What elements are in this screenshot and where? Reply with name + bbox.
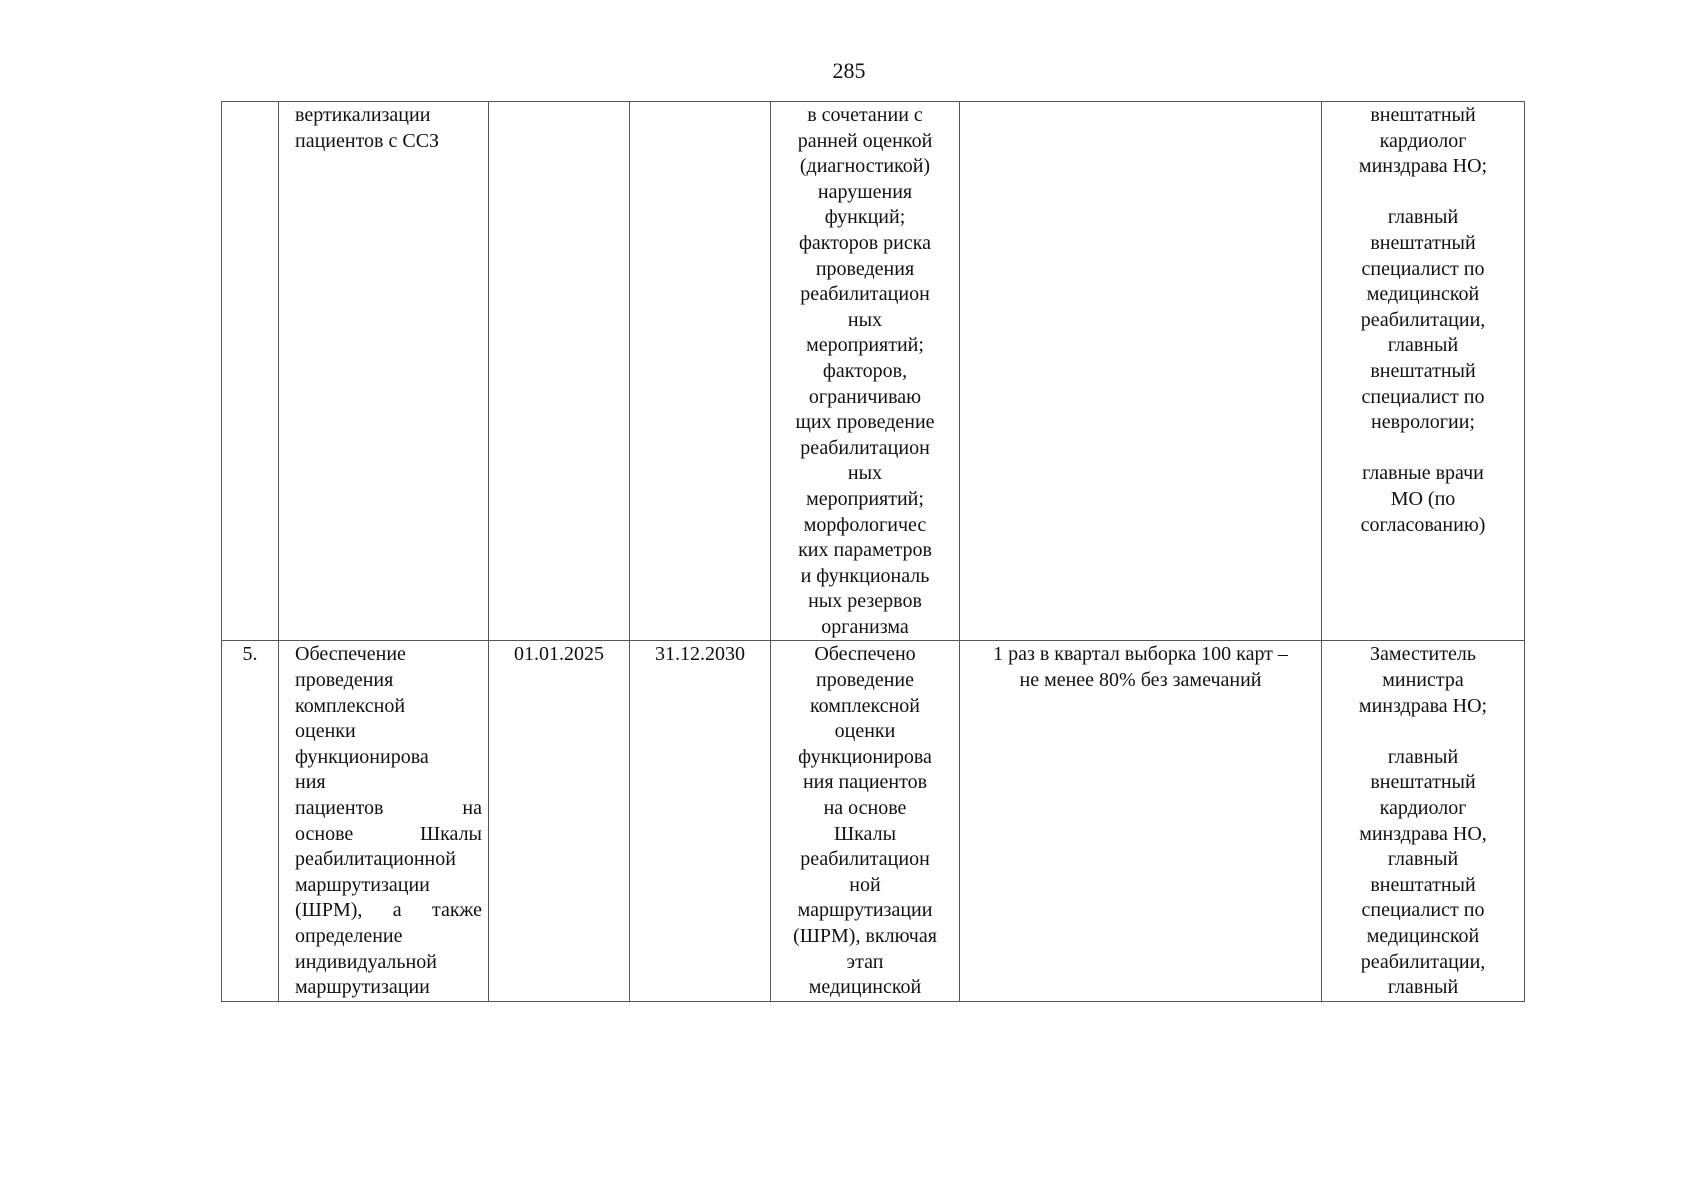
cell-result bbox=[771, 102, 960, 641]
text-line: специалист по bbox=[1361, 899, 1485, 922]
text-line: ных bbox=[847, 462, 883, 485]
text-line: неврологии; bbox=[1371, 411, 1475, 434]
cell-number bbox=[222, 102, 279, 641]
table-row bbox=[222, 641, 1525, 1001]
text-line: Обеспечено bbox=[814, 643, 916, 666]
cell-indicator bbox=[960, 641, 1322, 1001]
text-line: минздрава НО; bbox=[1358, 155, 1488, 178]
text-line: комплексной bbox=[295, 694, 406, 717]
text-line: ограничиваю bbox=[808, 385, 922, 408]
text-line: оценки bbox=[834, 720, 896, 743]
text-line: реабилитационной bbox=[295, 848, 456, 871]
text-line: проведения bbox=[815, 257, 915, 280]
text-line: специалист по bbox=[1361, 257, 1485, 280]
text-line: оценки bbox=[295, 720, 356, 743]
cell-indicator bbox=[960, 102, 1322, 641]
text-line: ной bbox=[849, 873, 881, 896]
text-line: маршрутизации bbox=[295, 976, 430, 999]
cell-end-date bbox=[630, 102, 771, 641]
text-line: медицинской bbox=[808, 976, 922, 999]
cell-measure bbox=[279, 641, 489, 1001]
text-line: проведения bbox=[295, 669, 394, 692]
text-line: в сочетании с bbox=[807, 104, 923, 126]
text-line: реабилитации, bbox=[1360, 308, 1486, 331]
line-gap bbox=[1328, 180, 1518, 206]
text-line: пациентов с ССЗ bbox=[295, 129, 440, 152]
text-line: факторов риска bbox=[798, 231, 932, 254]
text-line: главный bbox=[1387, 206, 1459, 229]
cell-start-date bbox=[489, 102, 630, 641]
text-line: пациентов на bbox=[295, 797, 482, 820]
text-line: кардиолог bbox=[1379, 129, 1467, 152]
text-line: согласованию) bbox=[1360, 513, 1486, 536]
cell-responsible bbox=[1322, 102, 1525, 641]
text-line: мероприятий; bbox=[806, 334, 924, 357]
cell-responsible bbox=[1322, 641, 1525, 1001]
text-line: проведение bbox=[816, 669, 914, 692]
text-line: внештатный bbox=[1370, 873, 1476, 896]
text-line: вертикализации bbox=[295, 104, 431, 126]
text-line: главный bbox=[1387, 334, 1459, 357]
text-line: ных резервов bbox=[808, 590, 922, 613]
text-line: (диагностикой) bbox=[799, 155, 931, 178]
text-line: организма bbox=[821, 615, 909, 638]
text-line: ния bbox=[295, 771, 326, 794]
text-line: ных bbox=[847, 308, 883, 331]
text-line: нарушения bbox=[817, 180, 913, 203]
text-line: морфологичес bbox=[803, 513, 927, 536]
text-line: Шкалы bbox=[833, 822, 897, 845]
text-line: ких параметров bbox=[798, 539, 932, 562]
text-line: Заместитель bbox=[1370, 643, 1476, 666]
text-line: внештатный bbox=[1370, 359, 1476, 382]
text-line: внештатный bbox=[1370, 771, 1476, 794]
text-line: медицинской bbox=[1366, 283, 1480, 306]
text-line: внештатный bbox=[1370, 104, 1476, 126]
text-line: (ШРМ), а также bbox=[295, 899, 482, 922]
text-line: ния пациентов bbox=[802, 771, 928, 794]
text-line: медицинской bbox=[1366, 925, 1480, 947]
cell-result bbox=[771, 641, 960, 1001]
text-line: 1 раз в квартал выборка 100 карт – bbox=[993, 643, 1288, 666]
text-line: внештатный bbox=[1370, 231, 1476, 254]
text-line: главный bbox=[1387, 976, 1459, 999]
cell-measure bbox=[279, 102, 489, 641]
text-line: главные врачи bbox=[1362, 462, 1484, 485]
cell-end-date: 31.12.2030 bbox=[630, 641, 771, 1001]
cell-start-date: 01.01.2025 bbox=[489, 641, 630, 1001]
text-line: определение bbox=[295, 925, 403, 947]
text-line: реабилитацион bbox=[800, 436, 930, 459]
text-line: щих проведение bbox=[795, 411, 935, 434]
table-row bbox=[222, 102, 1525, 641]
text-line: этап bbox=[846, 950, 884, 973]
text-line: Обеспечение bbox=[295, 643, 406, 666]
text-line: МО (по bbox=[1390, 487, 1456, 510]
text-line: индивидуальной bbox=[295, 950, 437, 973]
text-line: минздрава НО; bbox=[1358, 694, 1488, 717]
text-line: реабилитацион bbox=[800, 283, 930, 306]
text-line: функций; bbox=[824, 206, 906, 229]
text-line: (ШРМ), включая bbox=[793, 925, 937, 947]
text-line: на основе bbox=[823, 797, 907, 820]
text-line: основе Шкалы bbox=[295, 822, 482, 845]
text-line: реабилитацион bbox=[800, 848, 930, 871]
text-line: факторов, bbox=[822, 359, 908, 382]
plan-table bbox=[221, 101, 1525, 1002]
text-line: реабилитации, bbox=[1360, 950, 1486, 973]
text-line: министра bbox=[1382, 669, 1464, 692]
text-line: мероприятий; bbox=[806, 487, 924, 510]
text-line: ранней оценкой bbox=[797, 129, 933, 152]
page-number: 285 bbox=[832, 58, 866, 83]
cell-number: 5. bbox=[222, 641, 279, 1001]
text-line: комплексной bbox=[809, 694, 921, 717]
text-line: не менее 80% без замечаний bbox=[1019, 669, 1262, 692]
text-line: кардиолог bbox=[1379, 797, 1467, 820]
text-line: минздрава НО, bbox=[1359, 822, 1487, 845]
text-line: специалист по bbox=[1361, 385, 1485, 408]
text-line: маршрутизации bbox=[797, 899, 933, 922]
line-gap bbox=[1328, 436, 1518, 462]
text-line: и функциональ bbox=[800, 564, 930, 587]
text-line: главный bbox=[1387, 848, 1459, 871]
text-line: функционирова bbox=[295, 745, 429, 768]
line-gap bbox=[1328, 719, 1518, 745]
text-line: маршрутизации bbox=[295, 873, 430, 896]
text-line: главный bbox=[1387, 745, 1459, 768]
text-line: функционирова bbox=[798, 745, 932, 768]
